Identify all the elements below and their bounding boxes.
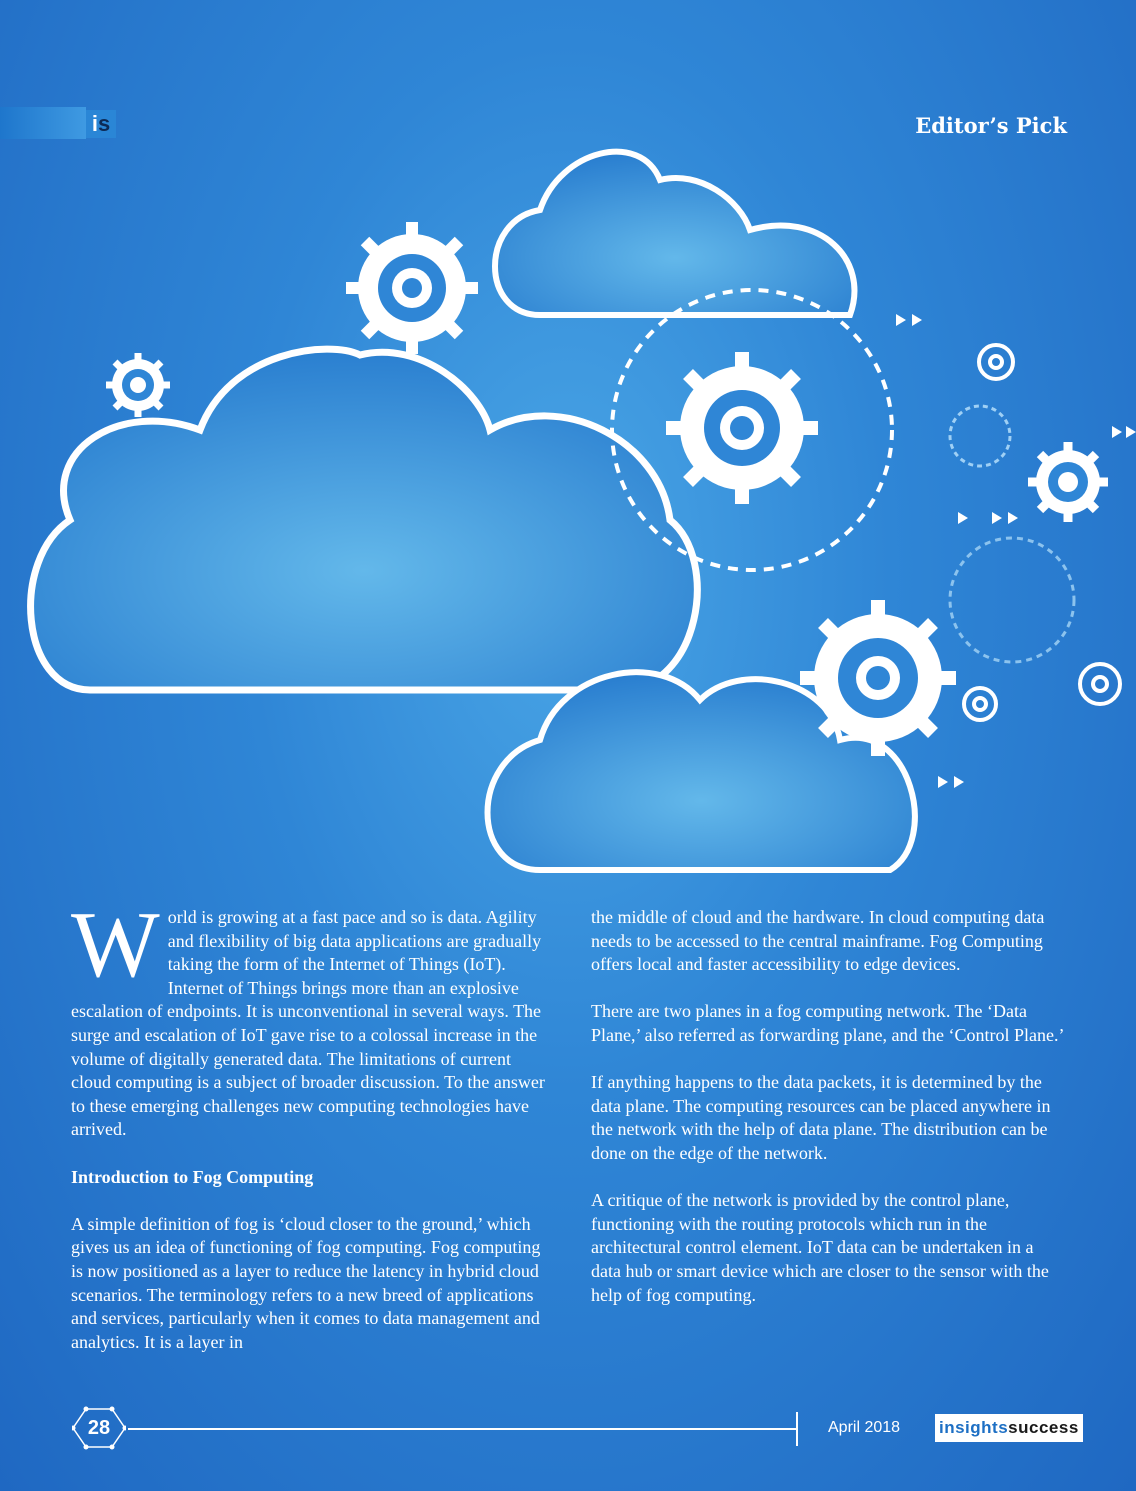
brand-part-1: insights: [939, 1418, 1009, 1437]
page-number: 28: [87, 1416, 111, 1439]
logo-letter-s: s: [97, 111, 111, 136]
gear-icon-large-center: [666, 352, 818, 504]
footer-divider: [796, 1412, 798, 1446]
issue-date: April 2018: [828, 1419, 901, 1436]
page-number-badge: [72, 1406, 126, 1450]
brand-part-2: success: [1008, 1418, 1079, 1437]
paragraph-two-planes: There are two planes in a fog computing network. The ‘Data Plane,’ also referred as forwarding plane, and the ‘Control Plane.’: [591, 1001, 1065, 1045]
gear-icon-bottom-right: [800, 600, 956, 756]
logo-letter-i: i: [91, 111, 98, 136]
gear-outline-faint: [950, 538, 1074, 662]
gear-icon-small-left: [106, 353, 170, 417]
arrow-markers: [896, 314, 1136, 788]
section-label: Editor’s Pick: [915, 113, 1067, 138]
gear-icon-tiny-1: [979, 345, 1013, 379]
paragraph-data-plane: If anything happens to the data packets, it is determined by the data plane. The computing resources can be placed anywhere in the network with the help of data plane. The distribution can be done on the edge of the network.: [591, 1072, 1051, 1163]
brand-logo: [935, 1414, 1083, 1442]
intro-paragraph: [71, 893, 545, 1142]
paragraph-cloud-hardware: the middle of cloud and the hardware. In cloud computing data needs to be accessed to the central mainframe. Fog Computing offers local and faster accessibility to edge devices.: [591, 907, 1045, 975]
drop-cap: W: [71, 893, 160, 997]
paragraph-control-plane: A critique of the network is provided by the control plane, functioning with the routing protocols which run in the architectural control element. IoT data can be undertaken in a data hub or smart device which are closer to the sensor with the help of fog computing.: [591, 1190, 1049, 1305]
article-left-column: [71, 893, 545, 1378]
article-right-column: [591, 906, 1065, 1331]
definition-paragraph: A simple definition of fog is ‘cloud closer to the ground,’ which gives us an idea of functioning of fog computing. Fog computing is now positioned as a layer to reduce the latency in hybrid cloud scenarios. The terminology refers to a new breed of applications and services, particularly when it comes to data management and analytics. It is a layer in: [71, 1213, 541, 1352]
intro-text: orld is growing at a fast pace and so is data. Agility and flexibility of big data applications are gradually taking the form of the Internet of Things (IoT). Internet of Things brings more than an explosive escalation of endpoints. It is unconventional in several ways. The surge and escalation of IoT gave rise to a colossal increase in the volume of digitally generated data. The limitations of current cloud computing is a subject of broader discussion. To the answer to these emerging challenges new computing technologies have arrived.: [71, 907, 545, 1140]
gear-icon-tiny-2: [964, 688, 996, 720]
top-cloud: [495, 152, 854, 315]
footer-rule: [128, 1428, 796, 1430]
gear-outline-small: [950, 406, 1010, 466]
gear-icon-right: [1028, 442, 1108, 522]
section-heading: Introduction to Fog Computing: [71, 1166, 314, 1187]
gear-icon-top-left: [346, 222, 478, 354]
gear-icon-tiny-3: [1080, 664, 1120, 704]
